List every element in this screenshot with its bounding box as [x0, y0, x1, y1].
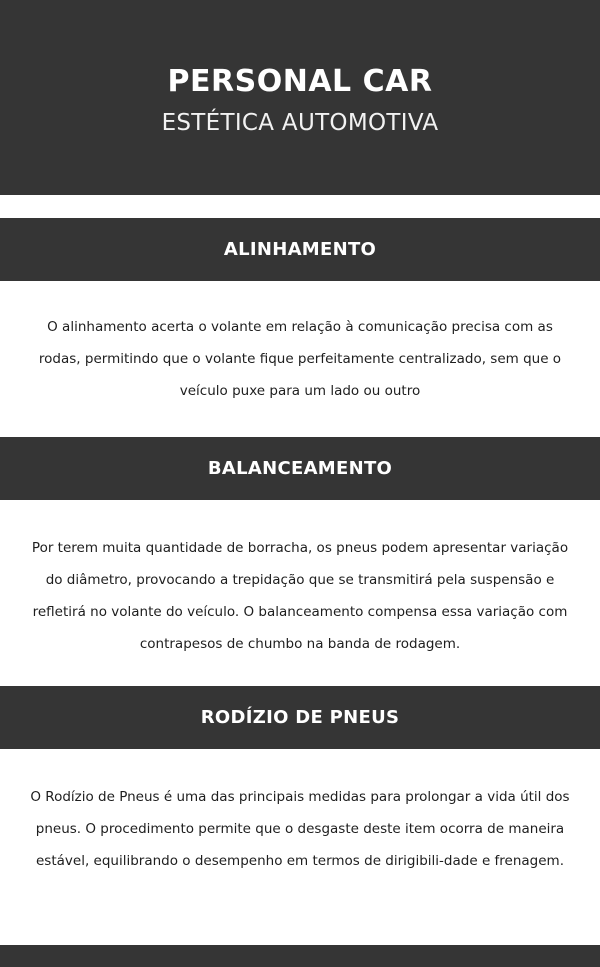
section-body-alinhamento: O alinhamento acerta o volante em relação à comunicação precisa com as rodas, permitindo que o volante fique perfeitamente centralizado, sem que o veículo puxe para um lado ou outro — [38, 319, 562, 399]
section-heading-balanceamento: BALANCEAMENTO — [0, 437, 600, 500]
page-header — [0, 0, 600, 195]
section-heading-alinhamento: ALINHAMENTO — [0, 218, 600, 281]
brand-title: PERSONAL CAR — [167, 64, 433, 99]
section-body-rodizio: O Rodízio de Pneus é uma das principais medidas para prolongar a vida útil dos pneus. O procedimento permite que o desgaste deste item ocorra de maneira estável, equilibrando o desempenho em termos de dirigibili-dade e frenagem. — [30, 789, 570, 869]
brand-subtitle: ESTÉTICA AUTOMOTIVA — [161, 110, 439, 136]
section-body-balanceamento: Por terem muita quantidade de borracha, os pneus podem apresentar variação do diâmetro, provocando a trepidação que se transmitirá pela suspensão e refletirá no volante do veículo. O balanceamento compensa essa variação com contrapesos de chumbo na banda de rodagem. — [31, 540, 569, 652]
section-heading-rodizio: RODÍZIO DE PNEUS — [0, 686, 600, 749]
next-section-bar — [0, 945, 600, 967]
